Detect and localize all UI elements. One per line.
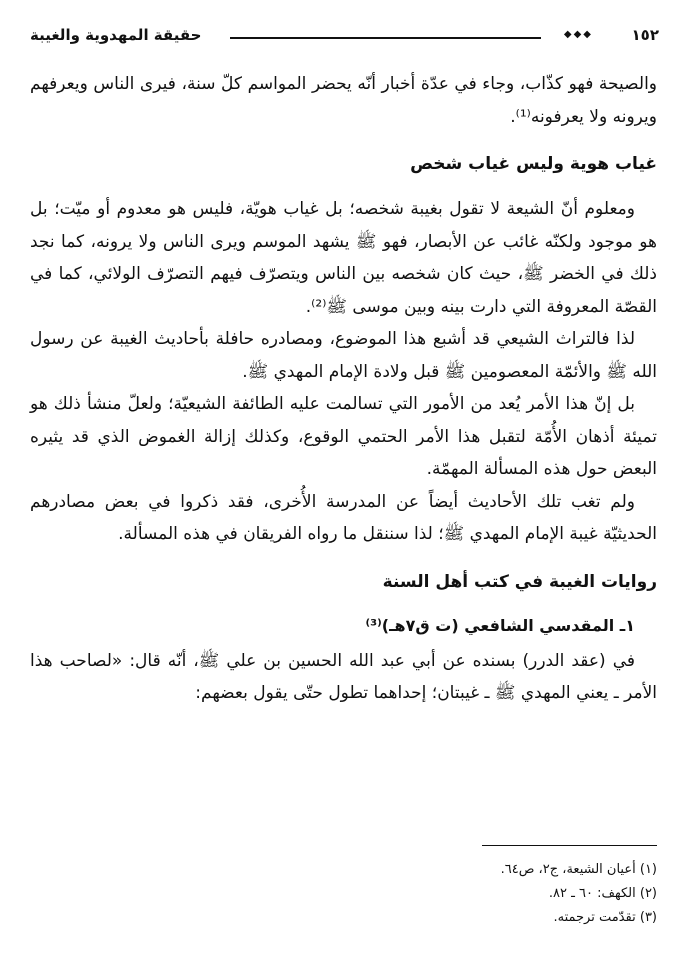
paragraph: لذا فالتراث الشيعي قد أشبع هذا الموضوع، ومصادره حافلة بأحاديث الغيبة عن رسول الله ﷺ والأئمّة المعصومين ﷺ قبل ولادة الإمام المهدي ﷺ. <box>30 329 657 382</box>
page-number: ١٥٢ <box>631 26 659 44</box>
paragraph: ولم تغب تلك الأحاديث أيضاً عن المدرسة الأُخرى، فقد ذكروا في بعض مصادرهم الحديثيّة غيبة الإمام المهدي ﷺ؛ لذا سننقل ما رواه الفريقان في هذه المسألة. <box>30 491 657 544</box>
subsection-heading: ١ـ المقدسي الشافعي (ت ق٧هـ)⁽³⁾ <box>365 615 635 635</box>
paragraph: والصيحة فهو كذّاب، وجاء في عدّة أخبار أنّه يحضر المواسم كلّ سنة، فيرى الناس ويعرفهم ويرونه ولا يعرفونه⁽¹⁾. <box>30 74 657 127</box>
footnotes <box>30 858 657 930</box>
footnote-separator <box>482 845 657 846</box>
header-rule <box>230 37 541 39</box>
footnote: (١) أعيان الشيعة، ج٢، ص٦٤. <box>500 862 657 877</box>
paragraph: ومعلوم أنّ الشيعة لا تقول بغيبة شخصه؛ بل غياب هويّة، فليس هو معدوم أو ميّت؛ بل هو موجود ولكنّه غائب عن الأبصار، فهو ﷺ يشهد الموسم ويرى الناس ولا يرونه، كما نجد ذلك في الخضر ﷺ، حيث كان شخصه بين الناس ويتصرّف فيهم التصرّف الولائي، كما في القصّة المعروفة التي دارت بينه وبين موسى ﷺ⁽²⁾. <box>30 199 657 317</box>
running-title: حقيقة المهدوية والغيبة <box>30 26 202 44</box>
header-ornament: ◆◆◆ <box>563 29 593 40</box>
main-text <box>30 68 657 710</box>
paragraph: بل إنّ هذا الأمر يُعد من الأمور التي تسالمت عليه الطائفة الشيعيّة؛ ولعلّ منشأ ذلك هو تميئة أذهان الأُمّة لتقبل هذا الأمر الحتمي الوقوع، وكذلك إزالة الغموض الذي قد يثيره البعض حول هذه المسألة المهمّة. <box>30 394 657 479</box>
footnote: (٢) الكهف: ٦٠ ـ ٨٢. <box>548 886 657 901</box>
section-heading: روايات الغيبة في كتب أهل السنة <box>382 571 657 592</box>
page-header <box>30 26 659 52</box>
footnote: (٣) تقدّمت ترجمته. <box>553 910 657 925</box>
section-heading: غياب هوية وليس غياب شخص <box>410 154 657 174</box>
paragraph: في (عقد الدرر) بسنده عن أبي عبد الله الحسين بن علي ﷺ، أنّه قال: «لصاحب هذا الأمر ـ يعني المهدي ﷺ ـ غيبتان؛ إحداهما تطول حتّى يقول بعضهم: <box>30 650 657 703</box>
